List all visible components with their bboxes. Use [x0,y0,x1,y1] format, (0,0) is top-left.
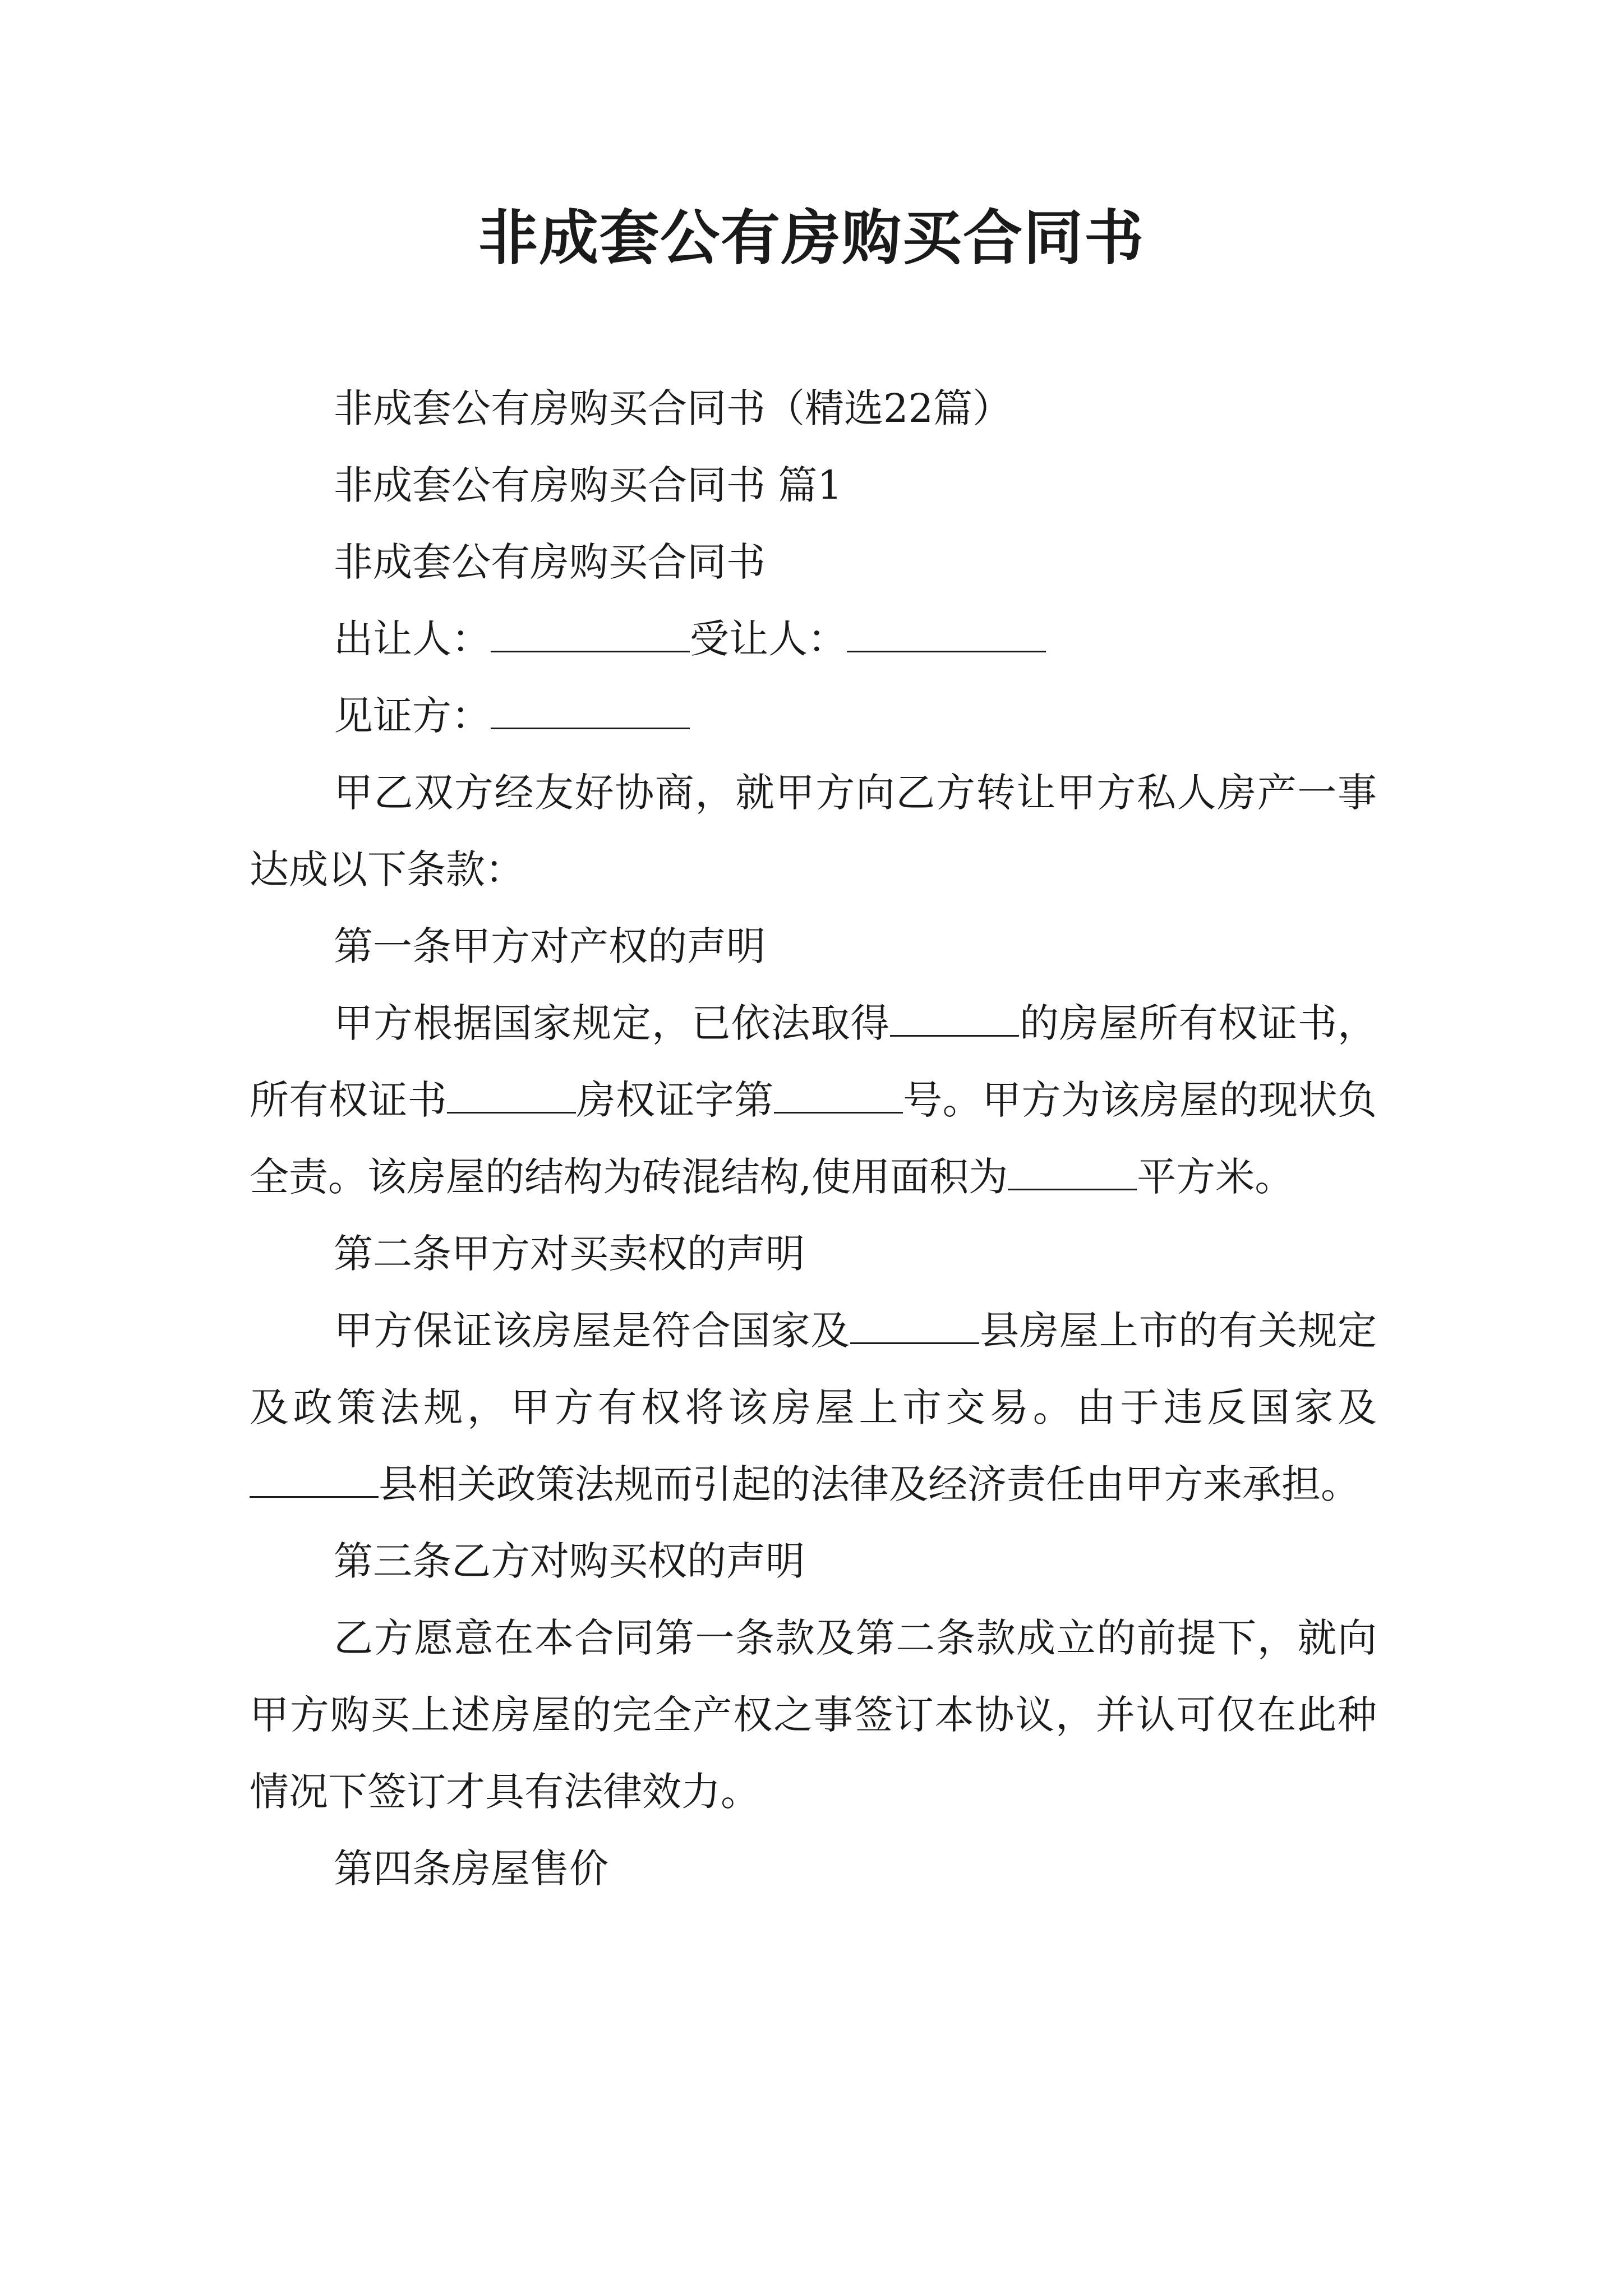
document-title: 非成套公有房购买合同书 [478,204,1145,273]
article2-body [250,1292,1377,1523]
article2-text-1: 甲方保证该房屋是符合国家及 [334,1308,851,1354]
transferor-blank [491,611,690,652]
witness-label: 见证方： [334,693,491,739]
witness-line [250,678,1377,754]
witness-blank [491,688,690,729]
article2-text-3: 县相关政策法规而引起的法律及经济责任由甲方来承担。 [379,1461,1360,1507]
transferee-label: 受让人： [690,616,847,662]
parties-line [250,601,1377,678]
article3-heading: 第三条乙方对购买权的声明 [334,1538,805,1584]
article1-text-4: 号。甲方为该房屋的现状负全责。该房屋的结构为砖混结构,使用面积为 [250,1077,1377,1200]
article4-heading: 第四条房屋售价 [334,1846,608,1892]
article1-text-3: 房权证字第 [576,1077,774,1123]
intro-paragraph: 甲乙双方经友好协商，就甲方向乙方转让甲方私人房产一事达成以下条款： [250,770,1377,892]
blank [850,1303,979,1344]
blank [890,996,1019,1037]
document-body [250,370,1377,1907]
transferor-label: 出让人： [334,616,491,662]
section-heading: 非成套公有房购买合同书 篇1 [334,462,842,508]
subtitle: 非成套公有房购买合同书（精选22篇） [334,385,1012,431]
article1-body [250,985,1377,1216]
blank [774,1073,903,1114]
contract-title: 非成套公有房购买合同书 [334,539,766,585]
article2-heading: 第二条甲方对买卖权的声明 [334,1231,805,1277]
article1-text-5: 平方米。 [1137,1154,1294,1200]
article1-text-1: 甲方根据国家规定，已依法取得 [334,1000,891,1046]
transferee-blank [847,611,1046,652]
article2-text-2: 县房屋上市的有关规定及政策法规，甲方有权将该房屋上市交易。由于违反国家及 [250,1308,1377,1430]
article3-body: 乙方愿意在本合同第一条款及第二条款成立的前提下，就向甲方购买上述房屋的完全产权之事签订本协议，并认可仅在此种情况下签订才具有法律效力。 [250,1615,1377,1815]
blank [447,1073,576,1114]
blank [250,1457,379,1498]
article1-text-2: 的房屋所有权证书，所有权证书 [250,1000,1377,1123]
blank [1008,1149,1137,1190]
article1-heading: 第一条甲方对产权的声明 [334,923,766,969]
